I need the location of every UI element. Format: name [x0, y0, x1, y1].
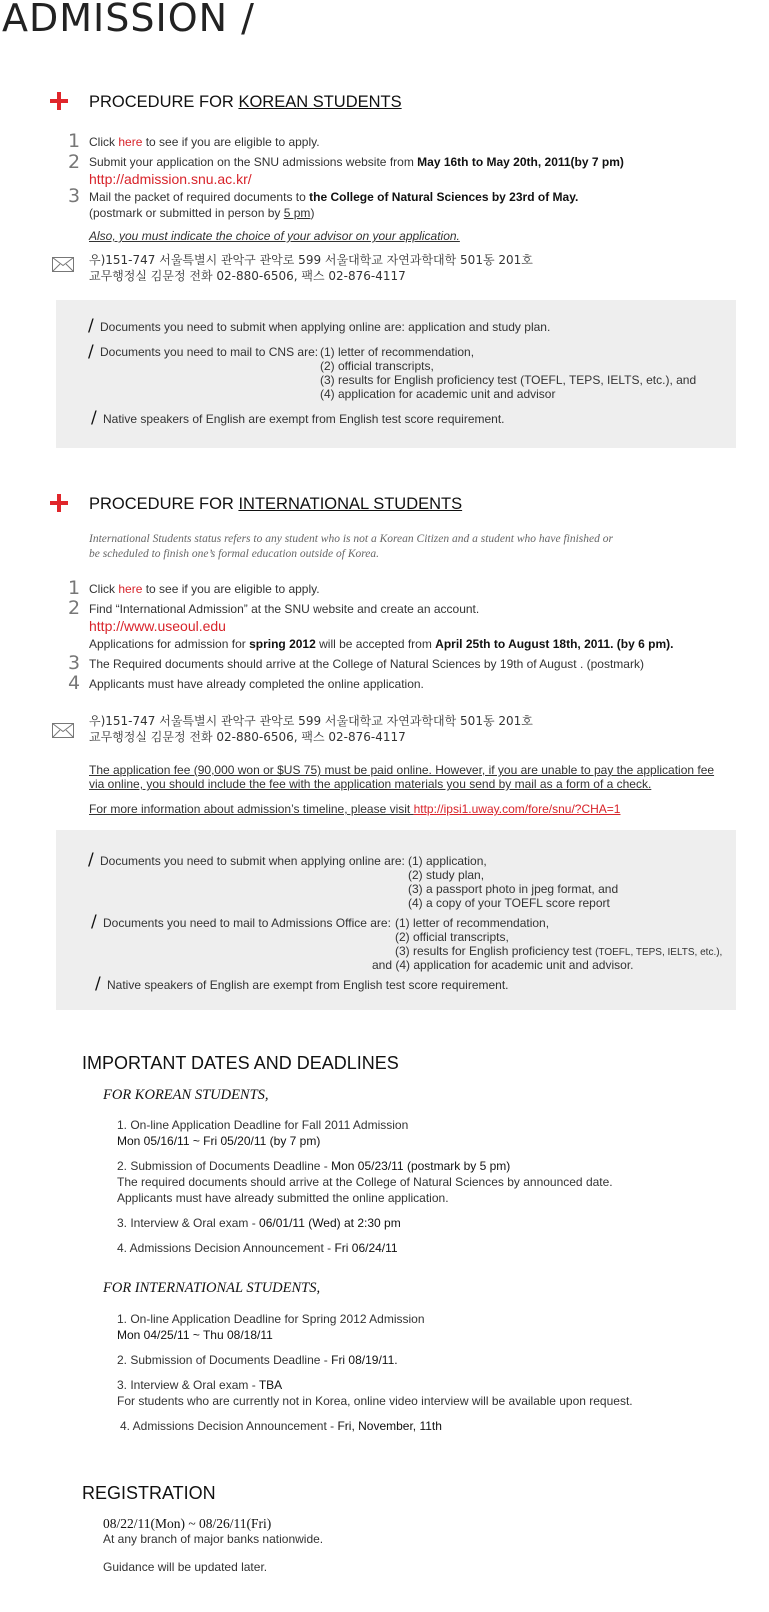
korean-native-note: Native speakers of English are exempt from English test score requirement. — [103, 412, 505, 426]
intl-step-4: Applicants must have already completed the online application. — [89, 677, 424, 691]
slash-bullet: / — [91, 408, 97, 428]
slash-bullet: / — [88, 342, 94, 362]
fee-note: via online, you should include the fee with the application materials you send by mail as a form of a check. — [89, 777, 652, 791]
intl-date-3-note: For students who are currently not in Korea, online video interview will be available upon request. — [117, 1394, 633, 1408]
intl-dates-subheading: FOR INTERNATIONAL STUDENTS, — [103, 1280, 321, 1296]
registration-note: At any branch of major banks nationwide. — [103, 1532, 324, 1546]
intl-mail-docs-label: Documents you need to mail to Admissions Office are: — [103, 916, 391, 930]
list-item: (1) application, — [408, 854, 487, 868]
intl-date-3: 3. Interview & Oral exam - TBA — [117, 1378, 283, 1392]
snu-admission-link[interactable]: http://admission.snu.ac.kr/ — [89, 171, 252, 187]
list-item: (2) official transcripts, — [320, 359, 434, 373]
list-item: (2) official transcripts, — [395, 930, 509, 944]
slash-bullet: / — [88, 316, 94, 336]
intl-step-2: Find “International Admission” at the SNU website and create an account. — [89, 602, 480, 616]
international-heading-emph: INTERNATIONAL STUDENTS — [238, 495, 463, 513]
korean-step-2: Submit your application on the SNU admissions website from May 16th to May 20th, 2011(by 7 pm) — [89, 155, 624, 169]
fee-note: The application fee (90,000 won or $US 75) must be paid online. However, if you are unable to pay the application fee — [89, 763, 715, 777]
list-item: (3) a passport photo in jpeg format, and — [408, 882, 619, 896]
plus-icon — [50, 494, 68, 512]
more-info: For more information about admission’s timeline, please visit http://ipsi1.uway.com/fore/snu/?CHA=1 — [89, 802, 621, 816]
intl-date-2: 2. Submission of Documents Deadline - Fri 08/19/11. — [117, 1353, 398, 1367]
korean-date-2-note: Applicants must have already submitted the online application. — [117, 1191, 449, 1205]
korean-date-1-value: Mon 05/16/11 ~ Fri 05/20/11 (by 7 pm) — [117, 1134, 321, 1148]
korean-date-1: 1. On-line Application Deadline for Fall 2011 Admission — [117, 1118, 409, 1132]
intl-status-desc: be scheduled to finish one’s formal education outside of Korea. — [89, 548, 380, 560]
intl-step-2-dates: Applications for admission for spring 2012 will be accepted from April 25th to August 18th, 2011. (by 6 pm). — [89, 637, 674, 651]
registration-dates: 08/22/11(Mon) ~ 08/26/11(Fri) — [103, 1516, 272, 1531]
plus-icon — [50, 92, 68, 110]
list-item: (2) study plan, — [408, 868, 485, 882]
eligibility-link[interactable]: here — [118, 582, 143, 596]
list-item: (4) application for academic unit and advisor — [320, 387, 556, 401]
intl-step-1: Click here to see if you are eligible to apply. — [89, 582, 320, 596]
address-line: 우)151-747 서울특별시 관악구 관악로 599 서울대학교 자연과학대학 501동 201호 — [89, 253, 533, 267]
korean-date-2-note: The required documents should arrive at the College of Natural Sciences by announced date. — [117, 1175, 613, 1189]
step-number: 4 — [67, 672, 81, 694]
step-number: 2 — [67, 151, 81, 173]
intl-date-1-value: Mon 04/25/11 ~ Thu 08/18/11 — [117, 1328, 273, 1342]
address-line: 우)151-747 서울특별시 관악구 관악로 599 서울대학교 자연과학대학 501동 201호 — [89, 714, 533, 728]
step-number: 1 — [67, 577, 81, 599]
intl-date-4: 4. Admissions Decision Announcement - Fri, November, 11th — [120, 1419, 442, 1433]
step-number: 3 — [67, 652, 81, 674]
korean-date-3: 3. Interview & Oral exam - 06/01/11 (Wed) at 2:30 pm — [117, 1216, 401, 1230]
contact-line: 교무행정실 김문정 전화 02-880-6506, 팩스 02-876-4117 — [89, 730, 406, 744]
intl-step-3: The Required documents should arrive at the College of Natural Sciences by 19th of August . (postmark) — [89, 657, 644, 671]
dates-heading: IMPORTANT DATES AND DEADLINES — [82, 1053, 399, 1073]
advisor-note: Also, you must indicate the choice of your advisor on your application. — [89, 229, 460, 243]
intl-status-desc: International Students status refers to any student who is not a Korean Citizen and a student who have finished or — [89, 533, 613, 545]
useoul-link[interactable]: http://www.useoul.edu — [89, 618, 226, 634]
korean-dates-subheading: FOR KOREAN STUDENTS, — [103, 1087, 269, 1103]
contact-line: 교무행정실 김문정 전화 02-880-6506, 팩스 02-876-4117 — [89, 269, 406, 283]
registration-heading: REGISTRATION — [82, 1483, 216, 1503]
list-item: (4) a copy of your TOEFL score report — [408, 896, 610, 910]
korean-heading-emph: KOREAN STUDENTS — [238, 93, 402, 111]
international-section-heading: PROCEDURE FOR INTERNATIONAL STUDENTS — [89, 495, 463, 513]
eligibility-link[interactable]: here — [118, 135, 143, 149]
list-item: (3) results for English proficiency test (TOEFL, TEPS, IELTS, etc.), — [395, 944, 723, 958]
envelope-icon — [52, 723, 74, 738]
timeline-link[interactable]: http://ipsi1.uway.com/fore/snu/?CHA=1 — [413, 802, 621, 816]
korean-date-2: 2. Submission of Documents Deadline - Mon 05/23/11 (postmark by 5 pm) — [117, 1159, 511, 1173]
korean-step-3: Mail the packet of required documents to the College of Natural Sciences by 23rd of May. — [89, 190, 579, 204]
envelope-icon — [52, 257, 74, 272]
registration-guidance: Guidance will be updated later. — [103, 1560, 268, 1574]
page-title: ADMISSION / — [2, 0, 255, 40]
korean-date-4: 4. Admissions Decision Announcement - Fri 06/24/11 — [117, 1241, 398, 1255]
step-number: 3 — [67, 185, 81, 207]
korean-online-docs: Documents you need to submit when applying online are: application and study plan. — [100, 320, 551, 334]
korean-step-1: Click here to see if you are eligible to apply. — [89, 135, 320, 149]
korean-mail-docs-label: Documents you need to mail to CNS are: — [100, 345, 319, 359]
step-number: 1 — [67, 130, 81, 152]
slash-bullet: / — [91, 912, 97, 932]
intl-date-1: 1. On-line Application Deadline for Spring 2012 Admission — [117, 1312, 425, 1326]
intl-online-docs-label: Documents you need to submit when applying online are: — [100, 854, 405, 868]
intl-native-note: Native speakers of English are exempt from English test score requirement. — [107, 978, 509, 992]
list-item: (1) letter of recommendation, — [395, 916, 550, 930]
korean-step-3-note: (postmark or submitted in person by 5 pm) — [89, 206, 315, 220]
step-number: 2 — [67, 597, 81, 619]
list-item: (3) results for English proficiency test (TOEFL, TEPS, IELTS, etc.), and — [320, 373, 697, 387]
list-item: and (4) application for academic unit and advisor. — [372, 958, 634, 972]
korean-section-heading: PROCEDURE FOR KOREAN STUDENTS — [89, 93, 402, 111]
slash-bullet: / — [88, 850, 94, 870]
list-item: (1) letter of recommendation, — [320, 345, 475, 359]
slash-bullet: / — [95, 974, 101, 994]
